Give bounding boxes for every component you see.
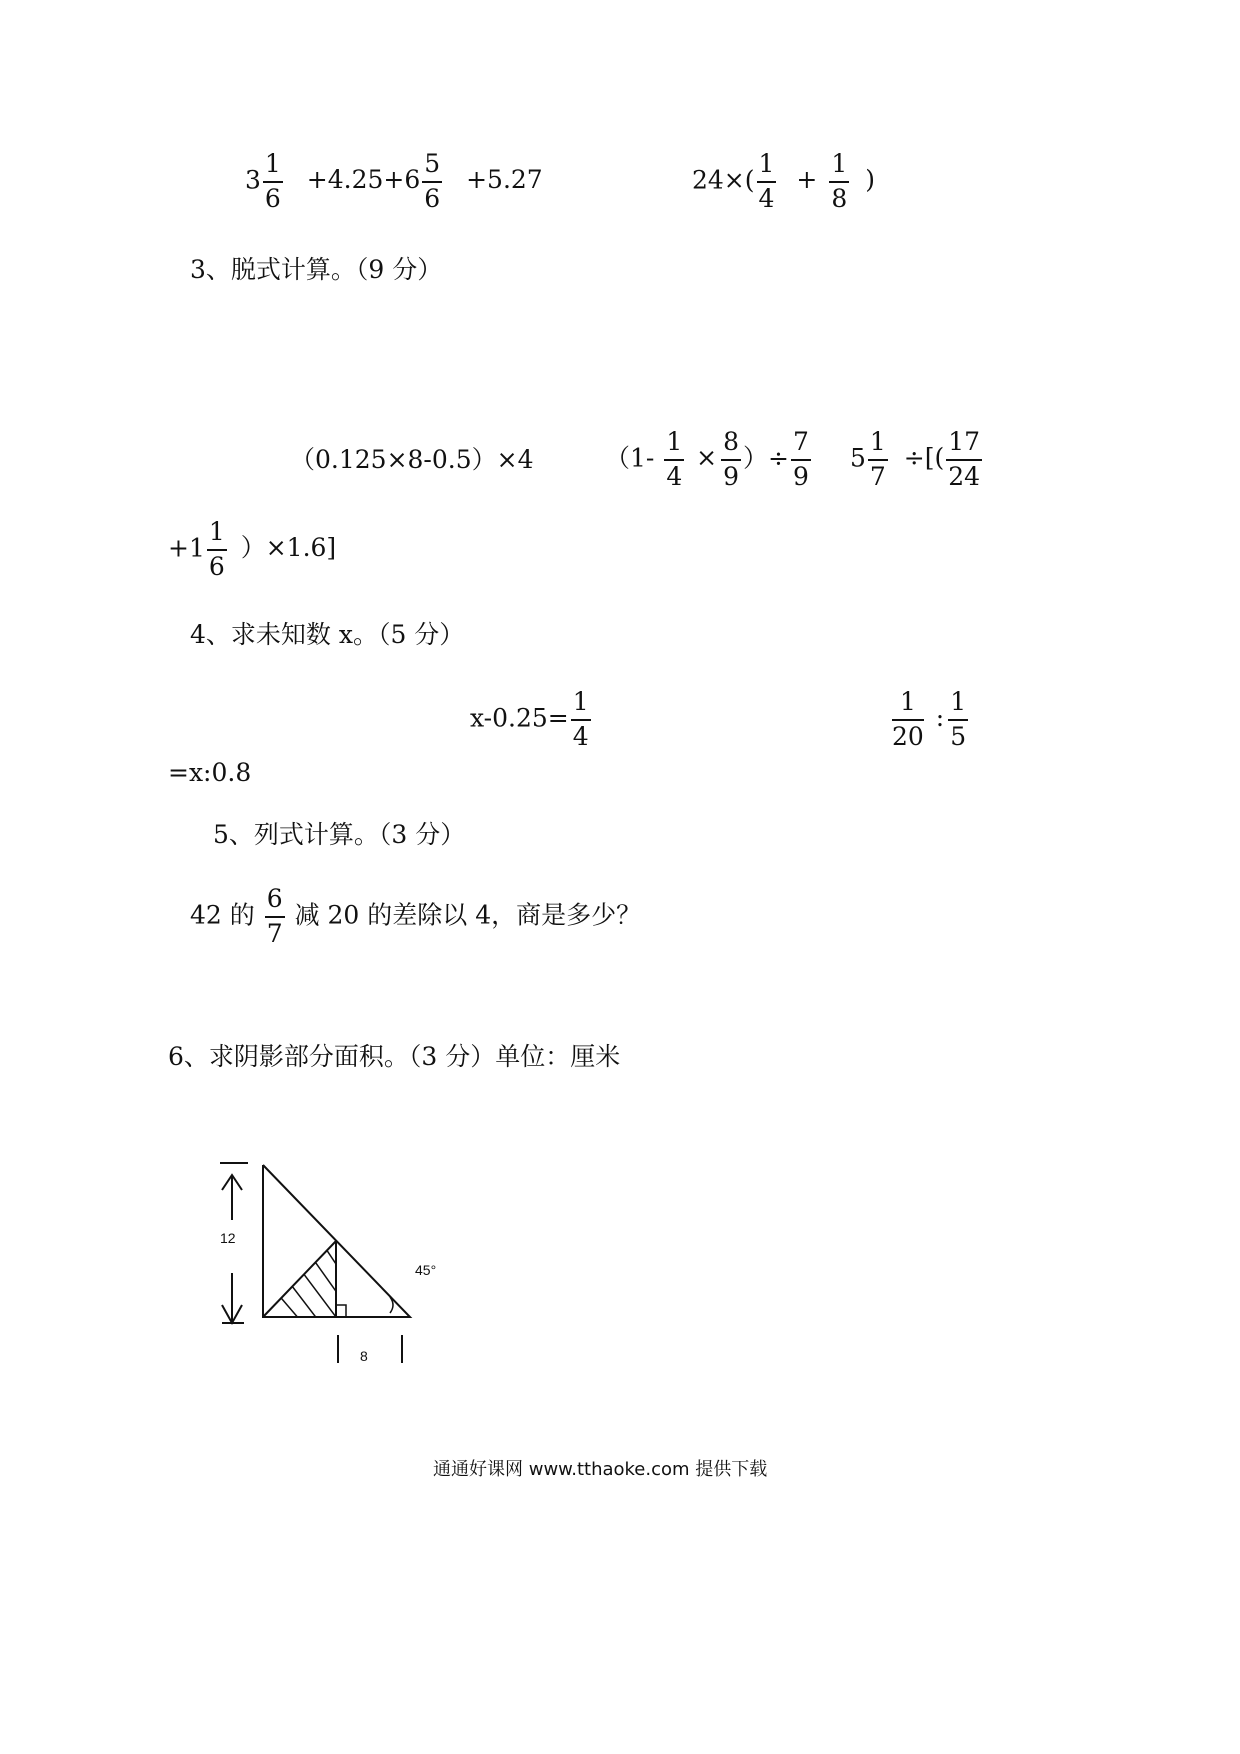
fraction: $\frac{5}{6}$	[424, 149, 441, 213]
fraction: $\frac{17}{24}$	[948, 427, 981, 491]
q3-expression-2: （1- $\frac{1}{4}$ × $\frac{8}{9}$ ）÷ $\frac{7}{9}$	[605, 427, 809, 491]
triangle-figure	[200, 1145, 460, 1375]
fraction: $\frac{1}{6}$	[264, 149, 281, 213]
q3-expression-3: 5 $\frac{1}{7}$ ÷[( $\frac{17}{24}$	[850, 427, 981, 491]
q4-heading: 4、求未知数 x。（5 分）	[190, 620, 465, 649]
q5-heading: 5、列式计算。（3 分）	[213, 820, 466, 849]
fraction: $\frac{8}{9}$	[723, 427, 740, 491]
fraction: $\frac{1}{7}$	[869, 427, 886, 491]
q5-question: 42 的 $\frac{6}{7}$ 减 20 的差除以 4，商是多少？	[190, 884, 642, 948]
shaded-region	[270, 1237, 340, 1320]
base-label: 8	[360, 1348, 368, 1364]
height-label: 12	[220, 1230, 236, 1246]
q4-equation-1: x-0.25= $\frac{1}{4}$	[470, 687, 589, 751]
fraction: $\frac{6}{7}$	[266, 884, 283, 948]
page-footer: 通通好课网 www.tthaoke.com 提供下载	[433, 1459, 768, 1480]
fraction: $\frac{1}{5}$	[950, 687, 967, 751]
right-angle-mark	[336, 1305, 346, 1317]
fraction: $\frac{1}{4}$	[758, 149, 775, 213]
inner-diagonal-line	[263, 1241, 336, 1317]
fraction: $\frac{1}{4}$	[572, 687, 589, 751]
q2-expression-1: 3 $\frac{1}{6}$ +4.25+6 $\frac{5}{6}$ +5.27	[245, 149, 543, 213]
q4-equation-2-continued: =x:0.8	[168, 758, 252, 787]
fraction: $\frac{1}{4}$	[666, 427, 683, 491]
q4-equation-2: $\frac{1}{20}$ : $\frac{1}{5}$	[892, 687, 967, 751]
fraction: $\frac{1}{20}$	[892, 687, 924, 751]
q3-expression-1: （0.125×8-0.5）×4	[290, 445, 534, 474]
fraction: $\frac{1}{6}$	[208, 517, 225, 581]
angle-label: 45°	[415, 1262, 437, 1278]
fraction: $\frac{7}{9}$	[792, 427, 809, 491]
q3-heading: 3、脱式计算。（9 分）	[190, 255, 443, 284]
fraction: $\frac{1}{8}$	[831, 149, 848, 213]
q3-expression-3-continued: +1 $\frac{1}{6}$ ）×1.6]	[168, 517, 337, 581]
q2-expression-2: 24×( $\frac{1}{4}$ + $\frac{1}{8}$ )	[692, 149, 875, 213]
q6-heading: 6、求阴影部分面积。（3 分）单位：厘米	[168, 1042, 621, 1071]
